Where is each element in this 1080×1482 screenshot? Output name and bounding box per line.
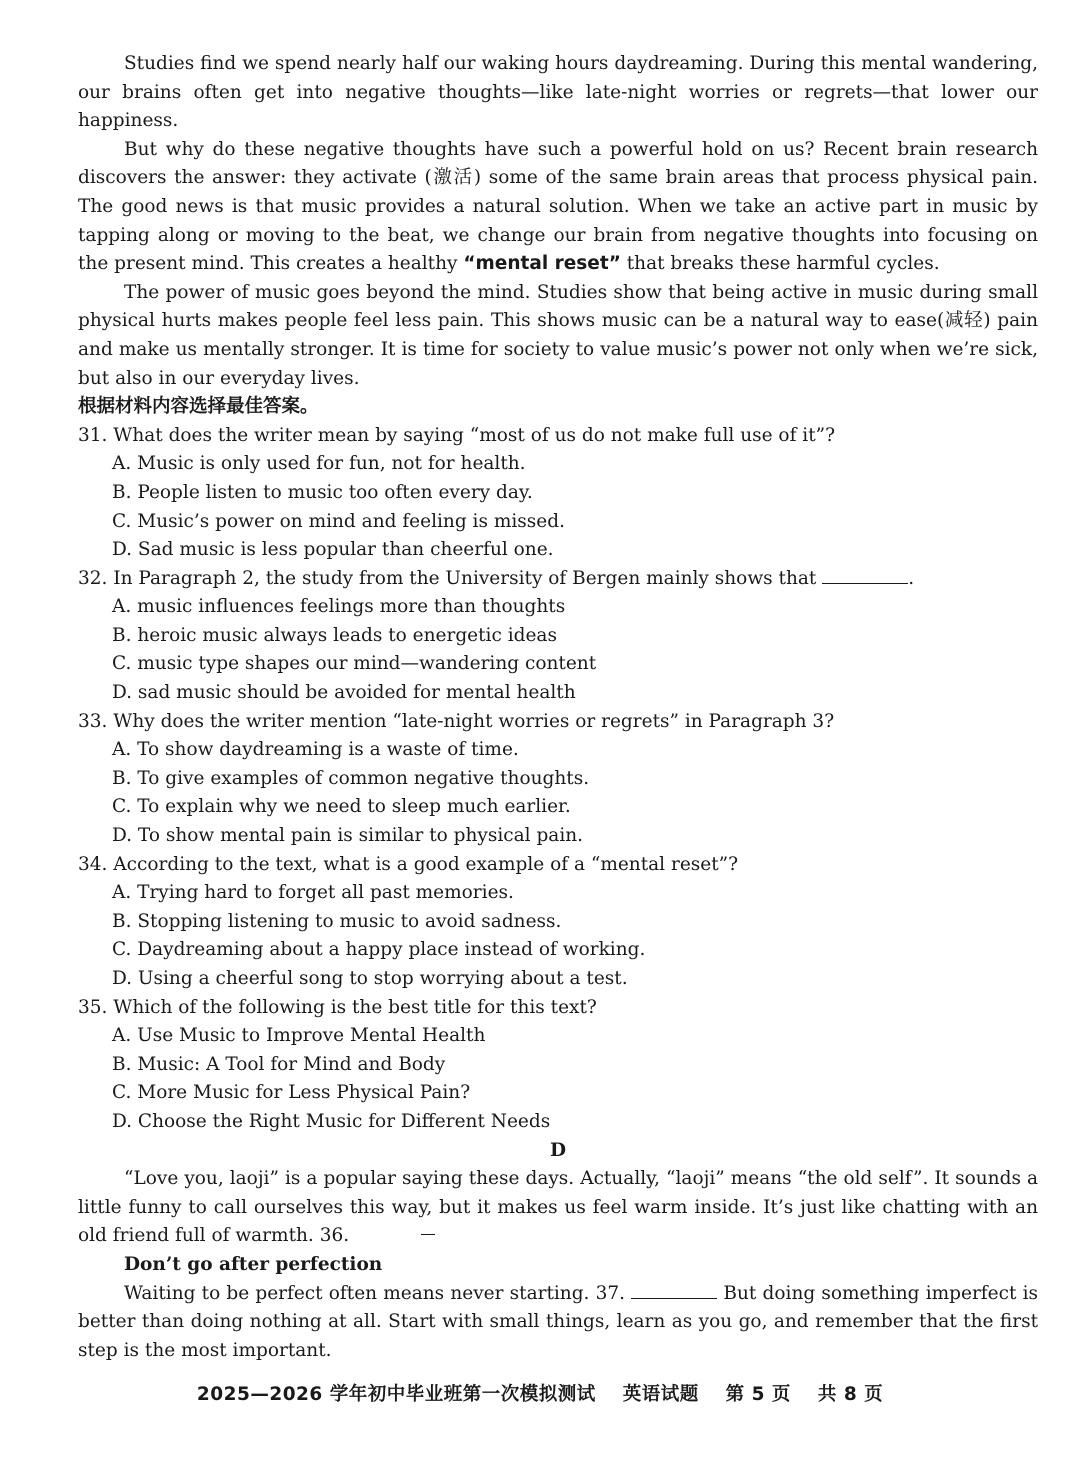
answer-blank-36 [349, 1223, 435, 1241]
option: D. Choose the Right Music for Different Needs [112, 1110, 551, 1132]
option: D. Sad music is less popular than cheerful one. [112, 539, 554, 561]
option: A. Use Music to Improve Mental Health [112, 1025, 486, 1047]
question-33 [78, 708, 1038, 851]
option: A. Trying hard to forget all past memories. [112, 882, 514, 904]
total-pages: 共 8 页 [817, 1384, 884, 1405]
option: B. heroic music always leads to energetic ideas [112, 624, 557, 646]
passage-d-paragraph-2: Waiting to be perfect often means never starting. 37. But doing something imperfect is better than doing nothing at all. Start with small things, learn as you go, and remember that the first step is the most important. [78, 1280, 1038, 1366]
mental-reset-phrase: “mental reset” [463, 253, 621, 275]
exam-subject: 英语试题 [622, 1384, 699, 1405]
passage-c [78, 50, 1038, 1365]
passage-d-label: D [549, 1139, 567, 1161]
question-32 [78, 565, 1038, 708]
passage-c-paragraph-1: Studies find we spend nearly half our waking hours daydreaming. During this mental wandering, our brains often get into negative thoughts—like late-night worries or regrets—that lower our happiness. [78, 53, 1038, 132]
option: C. Music’s power on mind and feeling is missed. [112, 510, 565, 532]
option: C. Daydreaming about a happy place instead of working. [112, 939, 646, 961]
blank-37-number: 37. [595, 1282, 626, 1304]
question-34 [78, 851, 1038, 994]
option: C. To explain why we need to sleep much earlier. [112, 796, 571, 818]
option: B. To give examples of common negative thoughts. [112, 767, 590, 789]
question-stem: 34. According to the text, what is a good example of a “mental reset”? [78, 853, 739, 875]
option: A. Music is only used for fun, not for health. [112, 453, 526, 475]
passage-c-paragraph-3: The power of music goes beyond the mind. Studies show that being active in music during small physical hurts makes people feel less pain. This shows music can be a natural way to ease(减轻) pain and make us mentally stronger. It is time for society to value music’s power not only when we’re sick, but also in our everyday lives. [78, 281, 1038, 389]
answer-blank-37 [631, 1280, 717, 1299]
question-stem: 35. Which of the following is the best title for this text? [78, 996, 597, 1018]
option: B. People listen to music too often every day. [112, 481, 533, 503]
option: A. To show daydreaming is a waste of time. [112, 739, 519, 761]
instruction: 根据材料内容选择最佳答案。 [78, 396, 319, 418]
passage-c-paragraph-2: But why do these negative thoughts have such a powerful hold on us? Recent brain research discovers the answer: they activate (激活) some of the same brain areas that process physical pain. The good news is that music provides a natural solution. When we take an active part in music by tapping along or moving to the beat, we change our brain from negative thoughts into focusing on the present mind. This creates a healthy “mental reset” that breaks these harmful cycles. [78, 138, 1038, 275]
exam-title: 2025—2026 学年初中毕业班第一次模拟测试 [196, 1384, 596, 1405]
page-number: 第 5 页 [725, 1384, 791, 1405]
page-footer [0, 1380, 1080, 1406]
option: C. More Music for Less Physical Pain? [112, 1082, 471, 1104]
question-stem: 31. What does the writer mean by saying “most of us do not make full use of it”? [78, 424, 836, 446]
question-35 [78, 994, 1038, 1137]
option: D. Using a cheerful song to stop worrying about a test. [112, 968, 628, 989]
option: A. music influences feelings more than thoughts [112, 596, 566, 618]
option: D. To show mental pain is similar to physical pain. [112, 825, 584, 847]
section-heading: Don’t go after perfection [124, 1253, 383, 1275]
option: C. music type shapes our mind—wandering content [112, 653, 597, 675]
passage-d [78, 1137, 1038, 1366]
option: B. Music: A Tool for Mind and Body [112, 1053, 446, 1075]
blank-36-number: 36. [319, 1225, 350, 1247]
answer-blank [822, 565, 908, 584]
option: D. sad music should be avoided for mental health [112, 682, 576, 704]
passage-d-paragraph-1: “Love you, laoji” is a popular saying these days. Actually, “laoji” means “the old self”. It sounds a little funny to call ourselves this way, but it makes us feel warm inside. It’s just like chatting with an old friend full of warmth. 36. [78, 1168, 1038, 1247]
question-31 [78, 422, 1038, 565]
option: B. Stopping listening to music to avoid sadness. [112, 910, 562, 932]
question-stem: 32. In Paragraph 2, the study from the University of Bergen mainly shows that . [78, 565, 1038, 594]
question-stem: 33. Why does the writer mention “late-night worries or regrets” in Paragraph 3? [78, 710, 835, 732]
